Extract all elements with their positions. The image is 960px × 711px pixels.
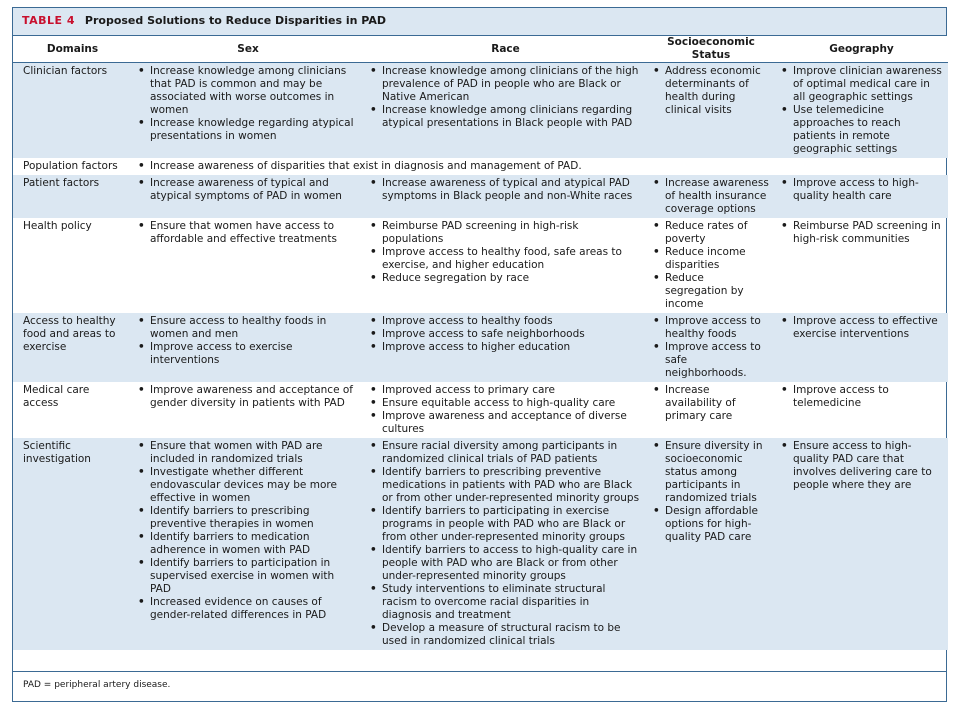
ses-cell (647, 313, 775, 382)
bullet-item: • Address economic determinants of health during clinical visits (665, 65, 769, 117)
bullet-list (651, 220, 769, 311)
bullet-list (651, 384, 769, 423)
header-geography: Geography (775, 36, 948, 63)
table-row (13, 438, 948, 650)
bullet-item: • Develop a measure of structural racism to be used in randomized clinical trials (382, 622, 641, 648)
bullet-item: • Improve awareness and acceptance of gender diversity in patients with PAD (150, 384, 358, 410)
geo-cell (775, 63, 948, 159)
table-caption (13, 8, 946, 36)
bullet-list (136, 440, 358, 622)
bullet-item: • Investigate whether different endovascular devices may be more effective in women (150, 466, 358, 505)
bullet-item: • Increase knowledge regarding atypical presentations in women (150, 117, 358, 143)
ses-cell (647, 175, 775, 218)
header-sex: Sex (132, 36, 364, 63)
bullet-item: • Increase awareness of disparities that exist in diagnosis and management of PAD. (150, 160, 942, 173)
bullet-list (651, 177, 769, 216)
bullet-list (779, 315, 942, 341)
bullet-item: • Identify barriers to medication adherence in women with PAD (150, 531, 358, 557)
table-row (13, 158, 948, 175)
table-row (13, 63, 948, 159)
bullet-item: • Improve access to safe neighborhoods. (665, 341, 769, 380)
bullet-item: • Ensure access to healthy foods in women and men (150, 315, 358, 341)
bullet-list (136, 384, 358, 410)
table-footnote: PAD = peripheral artery disease. (13, 671, 946, 701)
race-cell (364, 438, 647, 650)
bullet-list (779, 220, 942, 246)
geo-cell (775, 175, 948, 218)
sex-cell (132, 63, 364, 159)
bullet-list (368, 220, 641, 285)
bullet-list (136, 315, 358, 367)
table-row (13, 175, 948, 218)
table-row (13, 313, 948, 382)
race-cell (364, 218, 647, 313)
bullet-item: • Identify barriers to participating in exercise programs in people with PAD who are Black or from other under-represented minority groups (382, 505, 641, 544)
domain-cell: Access to healthy food and areas to exercise (13, 313, 132, 382)
sex-cell (132, 313, 364, 382)
domain-cell: Medical care access (23, 384, 90, 409)
bullet-item: • Increase awareness of health insurance coverage options (665, 177, 769, 216)
geo-cell (775, 218, 948, 313)
ses-cell (647, 218, 775, 313)
bullet-list (136, 177, 358, 203)
bullet-item: • Improve access to effective exercise interventions (793, 315, 942, 341)
bullet-item: • Improved access to primary care (382, 384, 641, 397)
bullet-item: • Identify barriers to access to high-quality care in people with PAD who are Black or from other under-represented minority groups (382, 544, 641, 583)
bullet-item: • Increase awareness of typical and atypical symptoms of PAD in women (150, 177, 358, 203)
header-race: Race (364, 36, 647, 63)
bullet-item: • Reduce income disparities (665, 246, 769, 272)
bullet-item: • Improve access to telemedicine (793, 384, 942, 410)
bullet-item: • Increase availability of primary care (665, 384, 769, 423)
table-title: Proposed Solutions to Reduce Disparities in PAD (84, 14, 386, 27)
domain-cell: Patient factors (13, 175, 132, 218)
bullet-item: • Use telemedicine approaches to reach patients in remote geographic settings (793, 104, 942, 156)
sex-cell (132, 218, 364, 313)
bullet-item: • Improve access to healthy food, safe areas to exercise, and higher education (382, 246, 641, 272)
race-cell (364, 175, 647, 218)
bullet-item: • Ensure diversity in socioeconomic status among participants in randomized trials (665, 440, 769, 505)
table-body (13, 63, 948, 651)
bullet-list (779, 384, 942, 410)
domain-cell: Scientific investigation (13, 438, 132, 650)
domain-cell: Population factors (23, 160, 118, 172)
bullet-item: • Increase knowledge among clinicians of the high prevalence of PAD in people who are Black or Native American (382, 65, 641, 104)
bullet-list (779, 65, 942, 156)
bullet-list (368, 177, 641, 203)
spanning-cell (132, 158, 948, 175)
bullet-item: • Increase awareness of typical and atypical PAD symptoms in Black people and non-White races (382, 177, 641, 203)
header-row (13, 36, 948, 63)
bullet-list (651, 440, 769, 544)
race-cell (364, 63, 647, 159)
ses-cell (647, 382, 775, 438)
bullet-item: • Improve access to healthy foods (382, 315, 641, 328)
table-frame (12, 7, 947, 702)
bullet-item: • Improve awareness and acceptance of diverse cultures (382, 410, 641, 436)
bullet-item: • Identify barriers to prescribing preventive therapies in women (150, 505, 358, 531)
bullet-item: • Ensure access to high-quality PAD care that involves delivering care to people where they are (793, 440, 942, 492)
domain-cell: Clinician factors (13, 63, 132, 159)
bullet-item: • Reduce segregation by race (382, 272, 641, 285)
bullet-list (136, 220, 358, 246)
header-domains: Domains (13, 36, 132, 63)
race-cell (364, 382, 647, 438)
geo-cell (775, 382, 948, 438)
bullet-item: • Improve access to higher education (382, 341, 641, 354)
geo-cell (775, 438, 948, 650)
bullet-item: • Study interventions to eliminate structural racism to overcome racial disparities in diagnosis and treatment (382, 583, 641, 622)
bullet-item: • Identify barriers to prescribing preventive medications in patients with PAD who are Black or from other under-represented minority groups (382, 466, 641, 505)
bullet-list (368, 65, 641, 130)
domain-cell: Health policy (23, 220, 92, 232)
sex-cell (132, 382, 364, 438)
bullet-list (779, 177, 942, 203)
bullet-item: • Improve access to exercise interventions (150, 341, 358, 367)
geo-cell (775, 313, 948, 382)
bullet-list (651, 65, 769, 117)
bullet-list (779, 440, 942, 492)
bullet-list (368, 384, 641, 436)
bullet-item: • Increased evidence on causes of gender-related differences in PAD (150, 596, 358, 622)
bullet-item: • Increase knowledge among clinicians regarding atypical presentations in Black people with PAD (382, 104, 641, 130)
bullet-item: • Improve access to high-quality health care (793, 177, 942, 203)
bullet-item: • Increase knowledge among clinicians that PAD is common and may be associated with worse outcomes in women (150, 65, 358, 117)
table-row (13, 382, 948, 438)
sex-cell (132, 438, 364, 650)
bullet-item: • Reduce segregation by income (665, 272, 769, 311)
table-row (13, 218, 948, 313)
bullet-item: • Ensure equitable access to high-quality care (382, 397, 641, 410)
table-label: TABLE 4 (22, 14, 76, 27)
sex-cell (132, 175, 364, 218)
header-ses: Socioeconomic Status (647, 36, 775, 63)
bullet-list (368, 440, 641, 648)
ses-cell (647, 63, 775, 159)
bullet-item: • Reduce rates of poverty (665, 220, 769, 246)
bullet-list (651, 315, 769, 380)
race-cell (364, 313, 647, 382)
bullet-item: • Ensure racial diversity among participants in randomized clinical trials of PAD patients (382, 440, 641, 466)
bullet-item: • Ensure that women with PAD are included in randomized trials (150, 440, 358, 466)
solutions-table (13, 36, 948, 650)
bullet-item: • Improve access to healthy foods (665, 315, 769, 341)
bullet-item: • Improve clinician awareness of optimal medical care in all geographic settings (793, 65, 942, 104)
bullet-item: • Ensure that women have access to affordable and effective treatments (150, 220, 358, 246)
bullet-list (136, 65, 358, 143)
ses-cell (647, 438, 775, 650)
bullet-item: • Identify barriers to participation in supervised exercise in women with PAD (150, 557, 358, 596)
bullet-item: • Reimburse PAD screening in high-risk populations (382, 220, 641, 246)
bullet-item: • Improve access to safe neighborhoods (382, 328, 641, 341)
bullet-item: • Reimburse PAD screening in high-risk communities (793, 220, 942, 246)
bullet-list (368, 315, 641, 354)
bullet-item: • Design affordable options for high-quality PAD care (665, 505, 769, 544)
